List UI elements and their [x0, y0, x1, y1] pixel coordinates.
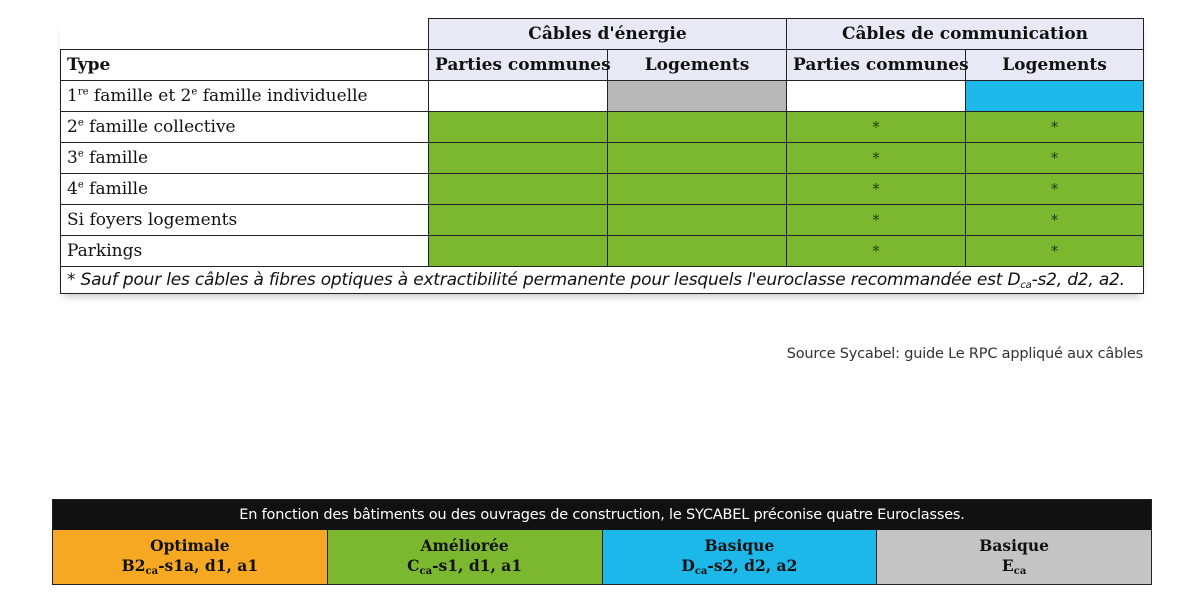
legend-title: Optimale [150, 536, 230, 555]
cell: * [787, 236, 966, 267]
row-label: 3e famille [61, 143, 429, 174]
cell: * [966, 112, 1144, 143]
subheader-energy-housing: Logements [608, 50, 787, 81]
cell [429, 112, 608, 143]
cell [608, 112, 787, 143]
euroclass-table [60, 18, 1144, 294]
table-footnote: * Sauf pour les câbles à fibres optiques à extractibilité permanente pour lesquels l'euroclasse recommandée est $D_{ca}-s2$, d2, a2. [61, 267, 1144, 294]
legend-title: Améliorée [420, 536, 509, 555]
legend-header: En fonction des bâtiments ou des ouvrages de construction, le SYCABEL préconise quatre Euroclasses. [53, 500, 1151, 530]
group-header-communication: Câbles de communication [787, 19, 1144, 50]
cell: * [787, 112, 966, 143]
cell [429, 174, 608, 205]
cell [608, 143, 787, 174]
legend-code: $D_{ca}-s2$, d2, a2 [681, 556, 798, 577]
type-header: Type [61, 50, 429, 81]
group-header-energy: Câbles d'énergie [429, 19, 787, 50]
cell: * [787, 205, 966, 236]
row-label: Si foyers logements [61, 205, 429, 236]
table-row [61, 81, 1144, 112]
subheader-comm-housing: Logements [966, 50, 1144, 81]
subheader-comm-common: Parties communes [787, 50, 966, 81]
cell [608, 81, 787, 112]
legend-code: $C_{ca}-s1$, d1, a1 [407, 556, 523, 577]
cell: * [966, 143, 1144, 174]
cell [429, 143, 608, 174]
cell [608, 174, 787, 205]
legend-title: Basique [979, 536, 1049, 555]
row-label: 2e famille collective [61, 112, 429, 143]
legend-code: $B2_{ca}-s1a$, d1, a1 [121, 556, 259, 577]
table-row [61, 143, 1144, 174]
row-label: 1re famille et 2e famille individuelle [61, 81, 429, 112]
cell [429, 205, 608, 236]
cell: * [787, 143, 966, 174]
table-row [61, 112, 1144, 143]
cell [429, 236, 608, 267]
cell: * [787, 174, 966, 205]
table-row [61, 174, 1144, 205]
cell [429, 81, 608, 112]
table-row [61, 236, 1144, 267]
legend-amelioree [327, 530, 602, 584]
cell: * [966, 205, 1144, 236]
cell: * [966, 174, 1144, 205]
row-label: Parkings [61, 236, 429, 267]
cell [966, 81, 1144, 112]
cell [787, 81, 966, 112]
legend-basique-d [602, 530, 877, 584]
cell [608, 205, 787, 236]
source-caption: Source Sycabel: guide Le RPC appliqué aux câbles [786, 346, 1143, 362]
subheader-energy-common: Parties communes [429, 50, 608, 81]
table-row [61, 205, 1144, 236]
euroclass-legend [52, 499, 1152, 585]
legend-optimale [53, 530, 327, 584]
table-corner [61, 19, 429, 50]
cell: * [966, 236, 1144, 267]
row-label: 4e famille [61, 174, 429, 205]
legend-title: Basique [704, 536, 775, 555]
legend-code: $E_{ca}$ [1001, 556, 1027, 577]
cell [608, 236, 787, 267]
legend-basique-e [876, 530, 1151, 584]
